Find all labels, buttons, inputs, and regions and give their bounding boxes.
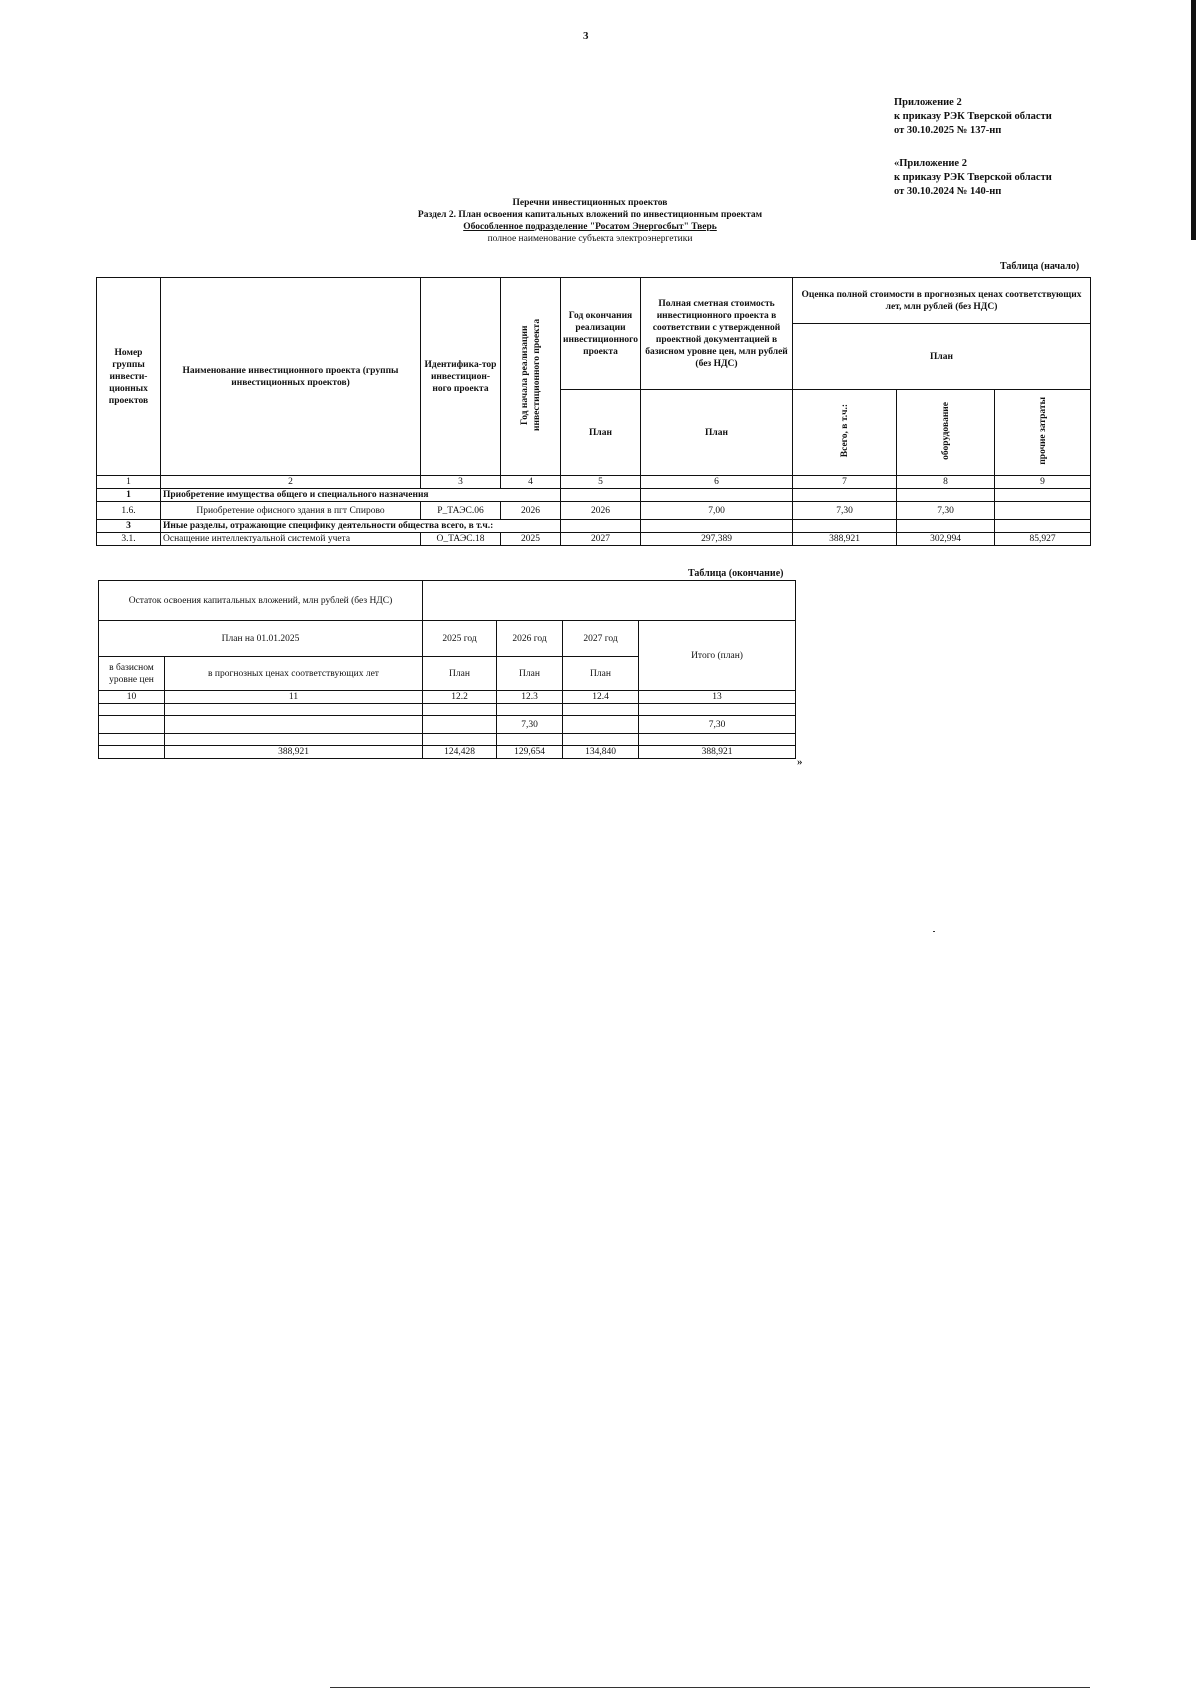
appendix-line: «Приложение 2 [894, 158, 967, 169]
header-group-number: Номер группы инвести-ционных проектов [97, 278, 161, 476]
table-row [99, 716, 796, 734]
header-full-cost: Полная сметная стоимость инвестиционного проекта в соответствии с утвержденной проектной документацией в базисном уровне цен, млн рублей (без НДС) [641, 278, 793, 390]
cell [99, 746, 165, 759]
header-total-incl-text: Всего, в т.ч.: [839, 403, 850, 458]
empty-cell [793, 489, 897, 502]
empty-cell [793, 520, 897, 533]
table-row [99, 704, 796, 716]
appendix-line: от 30.10.2025 № 137-нп [894, 125, 1002, 136]
section-number: 3 [97, 520, 161, 533]
row-number: 3.1. [97, 533, 161, 546]
column-number: 12.2 [423, 691, 497, 704]
header-equipment-text: оборудование [940, 401, 951, 460]
header-start-year-text: Год начала реализации инвестиционного проекта [519, 318, 542, 431]
appendix-line: Приложение 2 [894, 97, 962, 108]
cell: 7,30 [497, 716, 563, 734]
cell [165, 734, 423, 746]
cell [563, 734, 639, 746]
header-remainder: Остаток освоения капитальных вложений, млн рублей (без НДС) [99, 581, 423, 621]
document-titles [260, 197, 920, 245]
row-total: 7,30 [793, 502, 897, 520]
row-equipment: 7,30 [897, 502, 995, 520]
cell [497, 704, 563, 716]
cell [423, 716, 497, 734]
column-number: 1 [97, 476, 161, 489]
appendix-line: к приказу РЭК Тверской области [894, 172, 1052, 183]
remainder-table [98, 580, 796, 759]
section-row [97, 489, 1091, 502]
header-other-costs-text: прочие затраты [1037, 396, 1048, 465]
appendix-current [894, 96, 1052, 138]
column-number: 12.3 [497, 691, 563, 704]
row-other [995, 502, 1091, 520]
row-full-cost: 7,00 [641, 502, 793, 520]
section-name: Приобретение имущества общего и специального назначения [161, 489, 561, 502]
header-total-incl [793, 390, 897, 476]
cell [165, 716, 423, 734]
section-name: Иные разделы, отражающие специфику деятельности общества всего, в т.ч.: [161, 520, 561, 533]
row-equipment: 302,994 [897, 533, 995, 546]
column-number: 8 [897, 476, 995, 489]
closing-quote: » [797, 756, 803, 768]
empty-cell [561, 520, 641, 533]
organization-caption: полное наименование субъекта электроэнергетики [487, 234, 693, 244]
cell [99, 704, 165, 716]
section-row [97, 520, 1091, 533]
appendix-line: к приказу РЭК Тверской области [894, 111, 1052, 122]
column-number: 12.4 [563, 691, 639, 704]
row-other: 85,927 [995, 533, 1091, 546]
column-number: 4 [501, 476, 561, 489]
cell [165, 704, 423, 716]
cell [639, 704, 796, 716]
header-plan-2025: План [423, 657, 497, 691]
page-number: 3 [583, 30, 589, 42]
cell: 134,840 [563, 746, 639, 759]
column-number: 10 [99, 691, 165, 704]
empty-cell [423, 581, 796, 621]
header-estimate-group: Оценка полной стоимости в прогнозных ценах соответствующих лет, млн рублей (без НДС) [793, 278, 1091, 324]
header-other-costs [995, 390, 1091, 476]
row-identifier: О_ТАЭС.18 [421, 533, 501, 546]
table2-caption: Таблица (окончание) [688, 568, 784, 579]
row-start-year: 2026 [501, 502, 561, 520]
header-end-year-plan: План [561, 390, 641, 476]
cell [639, 734, 796, 746]
header-total-plan: Итого (план) [639, 621, 796, 691]
row-identifier: Р_ТАЭС.06 [421, 502, 501, 520]
column-number: 7 [793, 476, 897, 489]
scan-bottom-line [330, 1687, 1090, 1688]
header-end-year: Год окончания реализации инвестиционного проекта [561, 278, 641, 390]
header-year-2027: 2027 год [563, 621, 639, 657]
appendix-previous [894, 157, 1052, 199]
empty-cell [641, 520, 793, 533]
header-year-2025: 2025 год [423, 621, 497, 657]
column-number: 2 [161, 476, 421, 489]
cell [99, 734, 165, 746]
section-number: 1 [97, 489, 161, 502]
header-plan-2027: План [563, 657, 639, 691]
empty-cell [995, 489, 1091, 502]
table1-caption: Таблица (начало) [1000, 261, 1080, 272]
cell: 124,428 [423, 746, 497, 759]
column-numbers-row [97, 476, 1091, 489]
scan-edge-bar [1191, 0, 1196, 240]
column-number: 11 [165, 691, 423, 704]
empty-cell [897, 520, 995, 533]
row-end-year: 2027 [561, 533, 641, 546]
header-base-prices: в базисном уровне цен [99, 657, 165, 691]
header-equipment [897, 390, 995, 476]
empty-cell [897, 489, 995, 502]
empty-cell [561, 489, 641, 502]
row-number: 1.6. [97, 502, 161, 520]
cell [497, 734, 563, 746]
header-identifier: Идентифика-тор инвестицион-ного проекта [421, 278, 501, 476]
empty-cell [641, 489, 793, 502]
appendix-line: от 30.10.2024 № 140-нп [894, 186, 1002, 197]
header-project-name: Наименование инвестиционного проекта (группы инвестиционных проектов) [161, 278, 421, 476]
header-start-year [501, 278, 561, 476]
scan-speck [933, 931, 935, 932]
table-row [97, 533, 1091, 546]
row-full-cost: 297,389 [641, 533, 793, 546]
empty-cell [995, 520, 1091, 533]
investment-projects-table [96, 277, 1091, 546]
table-row [99, 734, 796, 746]
section-title: Раздел 2. План освоения капитальных вложений по инвестиционным проектам [417, 210, 763, 220]
header-plan-2026: План [497, 657, 563, 691]
cell: 388,921 [639, 746, 796, 759]
column-number: 9 [995, 476, 1091, 489]
cell [563, 704, 639, 716]
cell: 388,921 [165, 746, 423, 759]
column-numbers-row [99, 691, 796, 704]
column-number: 13 [639, 691, 796, 704]
cell [423, 734, 497, 746]
header-plan: План [793, 324, 1091, 390]
table-row [97, 502, 1091, 520]
header-full-cost-plan: План [641, 390, 793, 476]
cell [423, 704, 497, 716]
row-project-name: Оснащение интеллектуальной системой учета [161, 533, 421, 546]
cell [99, 716, 165, 734]
header-plan-date: План на 01.01.2025 [99, 621, 423, 657]
row-end-year: 2026 [561, 502, 641, 520]
column-number: 3 [421, 476, 501, 489]
organization-name: Обособленное подразделение "Росатом Энергосбыт" Тверь [463, 222, 717, 232]
table-row [99, 746, 796, 759]
header-forecast-prices: в прогнозных ценах соответствующих лет [165, 657, 423, 691]
document-title: Перечни инвестиционных проектов [512, 198, 668, 208]
cell: 129,654 [497, 746, 563, 759]
row-total: 388,921 [793, 533, 897, 546]
cell: 7,30 [639, 716, 796, 734]
column-number: 6 [641, 476, 793, 489]
cell [563, 716, 639, 734]
row-start-year: 2025 [501, 533, 561, 546]
column-number: 5 [561, 476, 641, 489]
row-project-name: Приобретение офисного здания в пгт Спирово [161, 502, 421, 520]
header-year-2026: 2026 год [497, 621, 563, 657]
